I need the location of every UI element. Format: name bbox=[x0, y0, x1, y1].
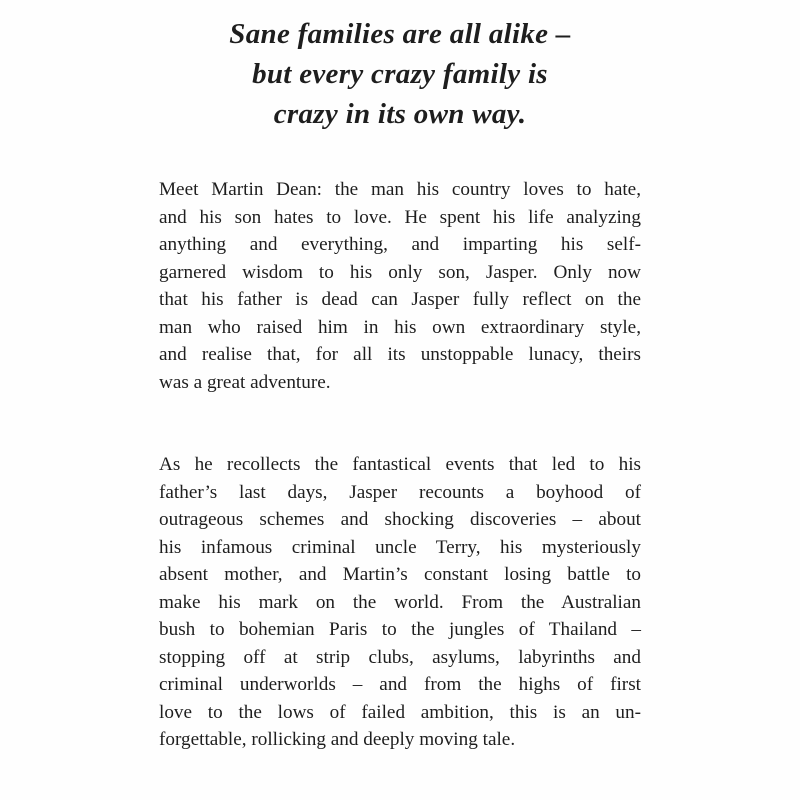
text-line: absent mother, and Martin’s constant losing battle to bbox=[159, 564, 641, 585]
blurb-paragraph-2 bbox=[159, 451, 641, 754]
tagline-line: crazy in its own way. bbox=[273, 98, 527, 130]
text-line: that his father is dead can Jasper fully reflect on the bbox=[159, 289, 641, 310]
tagline-line: Sane families are all alike – bbox=[229, 18, 571, 50]
text-line: criminal underworlds – and from the highs of first bbox=[159, 674, 641, 695]
text-line: man who raised him in his own extraordinary style, bbox=[159, 316, 641, 338]
text-line: outrageous schemes and shocking discoveries – about bbox=[159, 509, 641, 530]
text-line: As he recollects the fantastical events that led to his bbox=[159, 454, 641, 475]
text-line: anything and everything, and imparting his self- bbox=[159, 234, 641, 255]
text-line: stopping off at strip clubs, asylums, labyrinths and bbox=[159, 646, 641, 668]
text-line: his infamous criminal uncle Terry, his mysteriously bbox=[159, 536, 641, 558]
tagline-line: but every crazy family is bbox=[252, 58, 548, 90]
text-line: garnered wisdom to his only son, Jasper. Only now bbox=[159, 261, 641, 283]
text-line: make his mark on the world. From the Australian bbox=[159, 591, 641, 613]
text-line: bush to bohemian Paris to the jungles of Thailand – bbox=[159, 619, 641, 640]
text-line: father’s last days, Jasper recounts a boyhood of bbox=[159, 481, 641, 503]
blurb-paragraph-1 bbox=[159, 176, 641, 396]
text-line: forgettable, rollicking and deeply moving tale. bbox=[159, 729, 516, 750]
text-line: and his son hates to love. He spent his life analyzing bbox=[159, 206, 641, 228]
text-line: love to the lows of failed ambition, this is an un- bbox=[159, 701, 641, 723]
text-line: was a great adventure. bbox=[159, 371, 331, 393]
text-line: Meet Martin Dean: the man his country loves to hate, bbox=[159, 179, 641, 200]
text-line: and realise that, for all its unstoppable lunacy, theirs bbox=[159, 344, 641, 365]
tagline bbox=[100, 14, 700, 134]
